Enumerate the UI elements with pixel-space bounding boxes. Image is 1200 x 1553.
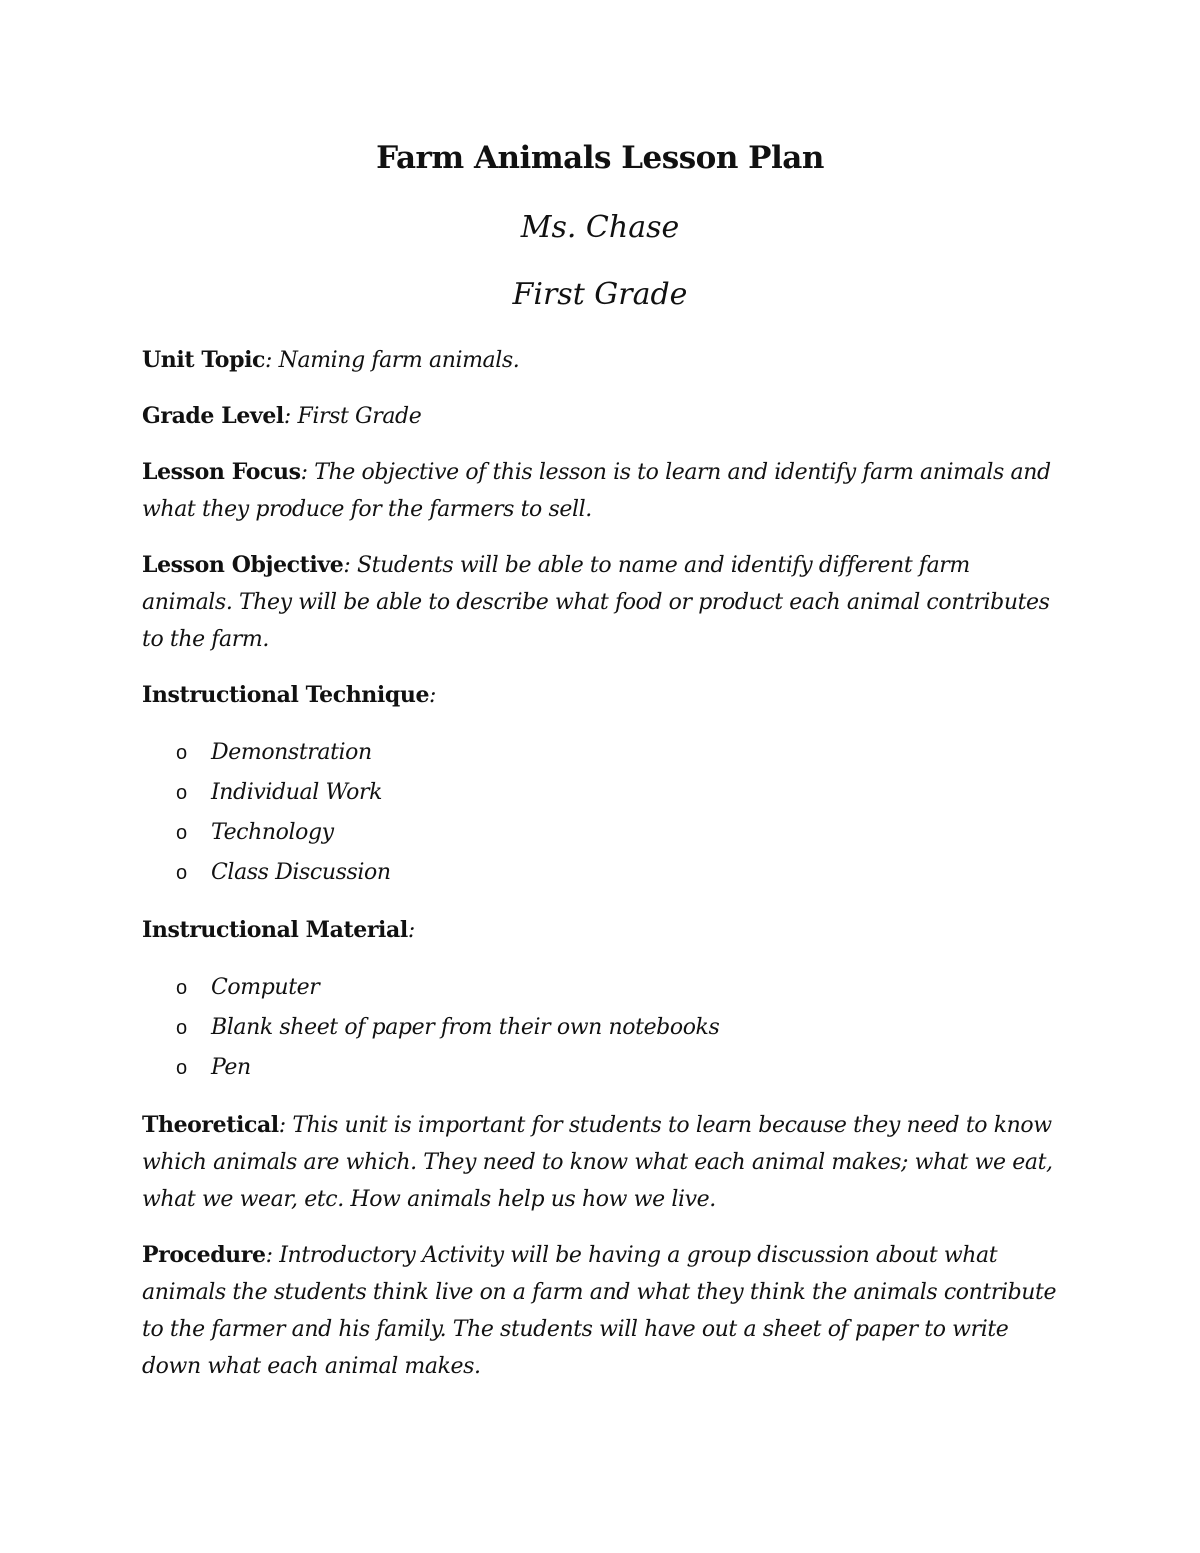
- bullet-icon: o: [176, 862, 187, 884]
- instructional-material-list: [142, 968, 1062, 1088]
- separator: :: [278, 1113, 286, 1138]
- bullet-icon: o: [176, 822, 187, 844]
- unit-topic-label: Unit Topic: [142, 347, 266, 373]
- lesson-focus-value: The objective of this lesson is to learn and identify farm animals and what they produce for the farmers to sell.: [142, 460, 1051, 522]
- theoretical-value: This unit is important for students to learn because they need to know which animals are which. They need to know what each animal makes; what we eat, what we wear, etc. How animals help us how we live.: [142, 1113, 1053, 1212]
- list-item: [142, 813, 1062, 853]
- theoretical-label: Theoretical: [142, 1112, 279, 1138]
- lesson-plan-body: [142, 342, 1062, 1404]
- list-item-text: Class Discussion: [211, 860, 391, 885]
- lesson-objective-value: Students will be able to name and identify different farm animals. They will be able to describe what food or product each animal contributes to the farm.: [142, 553, 1050, 652]
- bullet-icon: o: [176, 977, 187, 999]
- lesson-focus-section: [142, 454, 1062, 528]
- list-item: [142, 853, 1062, 893]
- procedure-section: [142, 1237, 1062, 1385]
- theoretical-section: [142, 1107, 1062, 1218]
- list-item: [142, 773, 1062, 813]
- instructional-material-heading: [142, 912, 1062, 949]
- list-item-text: Technology: [211, 820, 334, 845]
- instructional-technique-heading: [142, 677, 1062, 714]
- bullet-icon: o: [176, 1057, 187, 1079]
- separator: :: [265, 348, 273, 373]
- list-item: [142, 1008, 1062, 1048]
- instructional-material-label: Instructional Material: [142, 917, 408, 943]
- procedure-label: Procedure: [142, 1242, 266, 1268]
- grade-level-section: [142, 398, 1062, 435]
- bullet-icon: o: [176, 1017, 187, 1039]
- separator: :: [429, 683, 437, 708]
- list-item-text: Demonstration: [211, 740, 372, 765]
- separator: :: [283, 404, 291, 429]
- teacher-name: Ms. Chase: [520, 210, 680, 245]
- list-item: [142, 968, 1062, 1008]
- list-item-text: Individual Work: [211, 780, 383, 805]
- instructional-technique-list: [142, 733, 1062, 893]
- list-item-text: Pen: [211, 1055, 251, 1080]
- bullet-icon: o: [176, 742, 187, 764]
- list-item: [142, 1048, 1062, 1088]
- list-item: [142, 733, 1062, 773]
- bullet-icon: o: [176, 782, 187, 804]
- document-title: Farm Animals Lesson Plan: [376, 140, 824, 176]
- lesson-focus-label: Lesson Focus: [142, 459, 301, 485]
- list-item-text: Computer: [211, 975, 320, 1000]
- grade-level-value: First Grade: [297, 404, 422, 429]
- grade-heading: First Grade: [512, 277, 688, 312]
- separator: :: [343, 553, 351, 578]
- list-item-text: Blank sheet of paper from their own notebooks: [211, 1015, 720, 1040]
- lesson-objective-section: [142, 547, 1062, 658]
- procedure-value: Introductory Activity will be having a group discussion about what animals the students think live on a farm and what they think the animals contribute to the farmer and his family. The students will have out a sheet of paper to write down what each animal makes.: [142, 1243, 1057, 1379]
- unit-topic-section: [142, 342, 1062, 379]
- separator: :: [407, 918, 415, 943]
- lesson-objective-label: Lesson Objective: [142, 552, 344, 578]
- instructional-technique-label: Instructional Technique: [142, 682, 430, 708]
- unit-topic-value: Naming farm animals.: [278, 348, 520, 373]
- separator: :: [265, 1243, 273, 1268]
- grade-level-label: Grade Level: [142, 403, 284, 429]
- separator: :: [300, 460, 308, 485]
